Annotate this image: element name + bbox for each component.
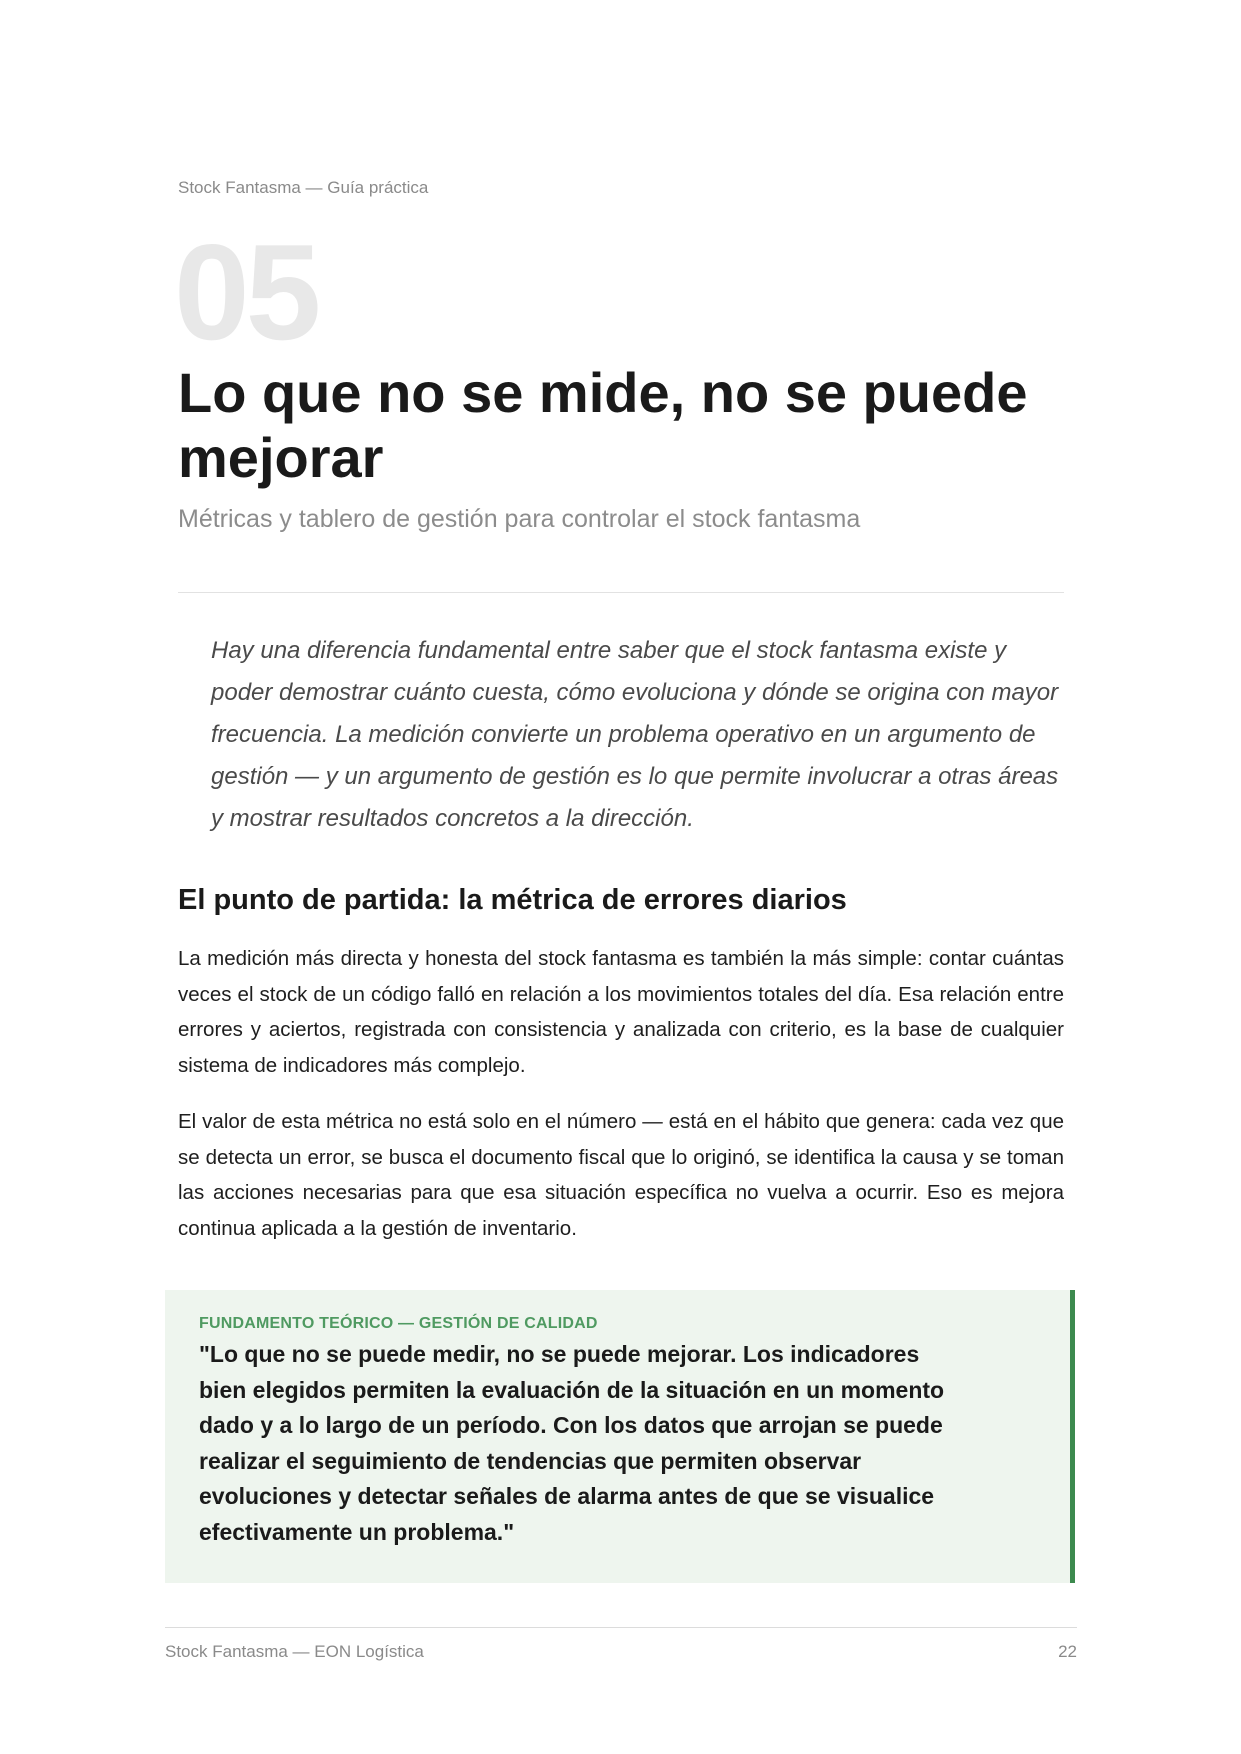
callout-quote: "Lo que no se puede medir, no se puede mejorar. Los indicadores bien elegidos permiten la evaluación de la situación en un momento dado y a lo largo de un período. Con los datos que arrojan se puede realizar el seguimiento de tendencias que permiten observar evoluciones y detectar señales de alarma antes de que se visualice efectivamente un problema." xyxy=(199,1341,945,1545)
body-paragraph: El valor de esta métrica no está solo en el número — está en el hábito que genera: cada vez que se detecta un error, se busca el documento fiscal que lo originó, se identifica la causa y se toman las acciones necesarias para que esa situación específica no vuelva a ocurrir. Eso es mejora continua aplicada a la gestión de inventario. xyxy=(178,1110,1064,1240)
chapter-number: 05 xyxy=(174,216,318,368)
footer-title: Stock Fantasma — EON Logística xyxy=(165,1642,424,1661)
chapter-subtitle: Métricas y tablero de gestión para controlar el stock fantasma xyxy=(178,505,861,533)
page-number: 22 xyxy=(1058,1642,1077,1661)
theory-callout xyxy=(165,1290,1075,1583)
section-heading: El punto de partida: la métrica de errores diarios xyxy=(178,884,847,916)
callout-label: FUNDAMENTO TEÓRICO — GESTIÓN DE CALIDAD xyxy=(199,1315,598,1332)
section-divider xyxy=(178,592,1064,593)
footer-divider xyxy=(165,1627,1077,1628)
body-paragraph: La medición más directa y honesta del stock fantasma es también la más simple: contar cuántas veces el stock de un código falló en relación a los movimientos totales del día. Esa relación entre errores y aciertos, registrada con consistencia y analizada con criterio, es la base de cualquier sistema de indicadores más complejo. xyxy=(178,947,1064,1077)
running-header: Stock Fantasma — Guía práctica xyxy=(178,178,429,197)
intro-paragraph: Hay una diferencia fundamental entre saber que el stock fantasma existe y poder demostrar cuánto cuesta, cómo evoluciona y dónde se origina con mayor frecuencia. La medición convierte un problema operativo en un argumento de gestión — y un argumento de gestión es lo que permite involucrar a otras áreas y mostrar resultados concretos a la dirección. xyxy=(211,637,1059,832)
chapter-title: Lo que no se mide, no se puede mejorar xyxy=(178,361,1028,489)
